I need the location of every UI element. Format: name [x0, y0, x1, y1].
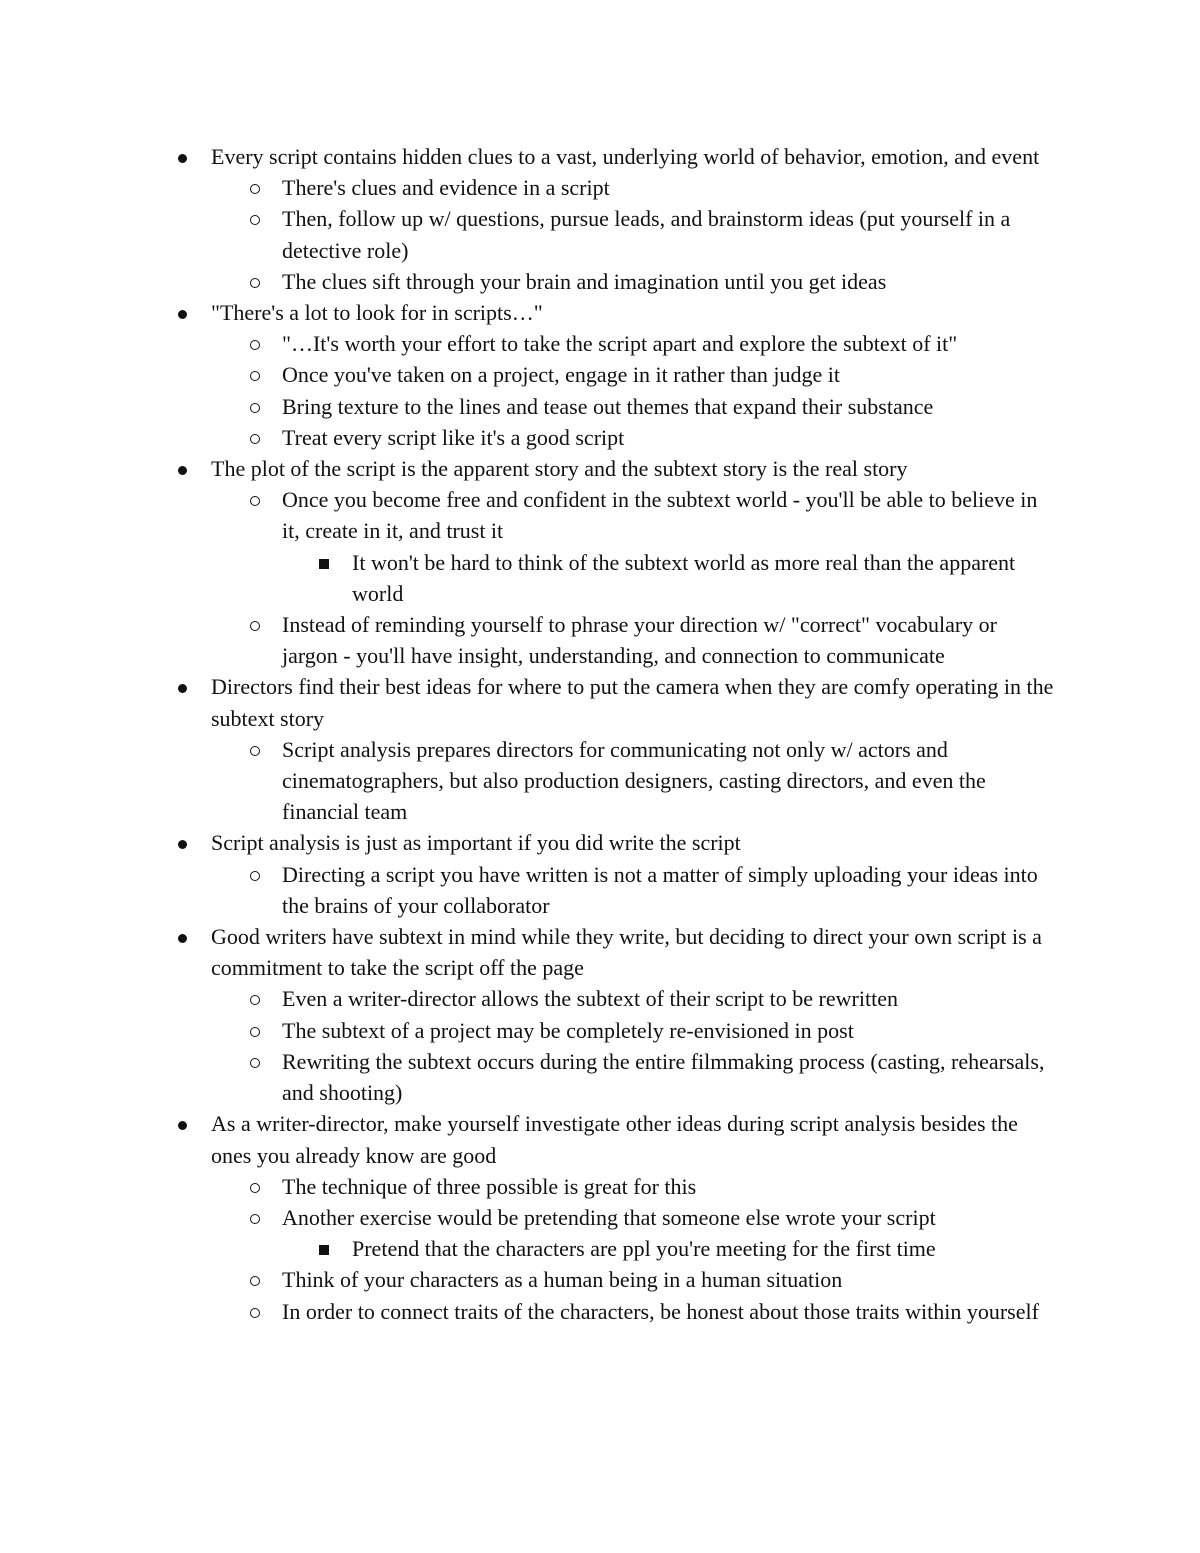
list-item-text: There's clues and evidence in a script [282, 175, 610, 201]
list-item-level-1 [0, 172, 1057, 203]
square-bullet-icon [319, 1245, 329, 1255]
list-item-text: The technique of three possible is great for this [282, 1173, 697, 1199]
hollow-circle-bullet-icon [250, 1308, 260, 1318]
list-item-level-1 [0, 609, 1057, 671]
hollow-circle-bullet-icon [250, 1058, 260, 1068]
list-item-level-0 [0, 921, 1057, 983]
filled-bullet-icon [178, 840, 187, 849]
list-item-level-1 [0, 1296, 1057, 1327]
list-item-level-0 [0, 297, 1057, 328]
list-item-level-1 [0, 734, 1057, 828]
list-item-text: Once you become free and confident in the subtext world - you'll be able to believe in it, create in it, and trust it [282, 487, 1038, 544]
list-item-text: The clues sift through your brain and imagination until you get ideas [282, 268, 887, 294]
list-item-level-1 [0, 328, 1057, 359]
list-item-text: Then, follow up w/ questions, pursue leads, and brainstorm ideas (put yourself in a detective role) [282, 206, 1011, 263]
list-item-level-2 [0, 1233, 1057, 1264]
list-item-level-1 [0, 391, 1057, 422]
list-item-text: Think of your characters as a human being in a human situation [282, 1267, 843, 1293]
list-item-text: Every script contains hidden clues to a vast, underlying world of behavior, emotion, and event [211, 144, 1040, 169]
list-item-text: "…It's worth your effort to take the script apart and explore the subtext of it" [282, 331, 958, 357]
filled-bullet-icon [178, 684, 187, 693]
list-item-text: The plot of the script is the apparent story and the subtext story is the real story [211, 456, 908, 482]
list-item-text: As a writer-director, make yourself investigate other ideas during script analysis besides the ones you already know are good [211, 1111, 1018, 1168]
list-item-level-1 [0, 422, 1057, 453]
hollow-circle-bullet-icon [250, 278, 260, 288]
list-item-level-0 [0, 827, 1057, 858]
list-item-text: In order to connect traits of the characters, be honest about those traits within yourself [282, 1298, 1039, 1324]
list-item-text: Script analysis prepares directors for communicating not only w/ actors and cinematographers, but also production designers, casting directors, and even the financial team [282, 736, 986, 825]
hollow-circle-bullet-icon [250, 871, 260, 881]
list-item-text: The subtext of a project may be completely re-envisioned in post [282, 1017, 854, 1043]
list-item-level-1 [0, 1015, 1057, 1046]
list-item-level-1 [0, 203, 1057, 265]
list-item-text: Rewriting the subtext occurs during the entire filmmaking process (casting, rehearsals, and shooting) [282, 1048, 1045, 1106]
hollow-circle-bullet-icon [250, 403, 260, 413]
hollow-circle-bullet-icon [250, 995, 260, 1005]
hollow-circle-bullet-icon [250, 496, 260, 506]
list-item-level-0 [0, 453, 1057, 484]
list-item-level-0 [0, 1108, 1057, 1170]
filled-bullet-icon [178, 466, 187, 475]
filled-bullet-icon [178, 310, 187, 319]
list-item-text: Treat every script like it's a good script [282, 424, 625, 450]
list-item-text: Pretend that the characters are ppl you're meeting for the first time [352, 1236, 936, 1262]
list-item-text: Another exercise would be pretending that someone else wrote your script [282, 1204, 936, 1230]
filled-bullet-icon [178, 154, 187, 163]
filled-bullet-icon [178, 934, 187, 943]
list-item-level-1 [0, 1046, 1057, 1108]
list-item-text: "There's a lot to look for in scripts…" [211, 300, 543, 326]
list-item-level-1 [0, 266, 1057, 297]
hollow-circle-bullet-icon [250, 1027, 260, 1037]
hollow-circle-bullet-icon [250, 746, 260, 756]
list-item-level-0 [0, 141, 1057, 172]
square-bullet-icon [319, 559, 329, 569]
list-item-level-2 [0, 547, 1057, 609]
list-item-level-1 [0, 1202, 1057, 1233]
hollow-circle-bullet-icon [250, 621, 260, 631]
list-item-level-1 [0, 859, 1057, 921]
hollow-circle-bullet-icon [250, 184, 260, 194]
list-item-level-1 [0, 1171, 1057, 1202]
list-item-text: Once you've taken on a project, engage in it rather than judge it [282, 362, 841, 388]
list-item-text: Bring texture to the lines and tease out themes that expand their substance [282, 393, 934, 419]
list-item-text: It won't be hard to think of the subtext world as more real than the apparent world [352, 549, 1016, 606]
hollow-circle-bullet-icon [250, 371, 260, 381]
list-item-text: Directors find their best ideas for where to put the camera when they are comfy operating in the subtext story [211, 674, 1054, 731]
hollow-circle-bullet-icon [250, 215, 260, 225]
notes-list [0, 141, 1200, 1327]
list-item-text: Directing a script you have written is not a matter of simply uploading your ideas into the brains of your collaborator [282, 861, 1038, 918]
hollow-circle-bullet-icon [250, 340, 260, 350]
list-item-level-1 [0, 484, 1057, 546]
list-item-text: Good writers have subtext in mind while they write, but deciding to direct your own script is a commitment to take the script off the page [211, 924, 1042, 981]
list-item-text: Script analysis is just as important if you did write the script [211, 830, 741, 856]
hollow-circle-bullet-icon [250, 1183, 260, 1193]
list-item-level-1 [0, 983, 1057, 1014]
list-item-text: Even a writer-director allows the subtext of their script to be rewritten [282, 986, 898, 1012]
hollow-circle-bullet-icon [250, 434, 260, 444]
list-item-level-0 [0, 671, 1057, 733]
hollow-circle-bullet-icon [250, 1214, 260, 1224]
hollow-circle-bullet-icon [250, 1276, 260, 1286]
list-item-level-1 [0, 359, 1057, 390]
list-item-text: Instead of reminding yourself to phrase your direction w/ "correct" vocabulary or jargon - you'll have insight, understanding, and connection to communicate [282, 612, 997, 669]
filled-bullet-icon [178, 1121, 187, 1130]
list-item-level-1 [0, 1264, 1057, 1295]
